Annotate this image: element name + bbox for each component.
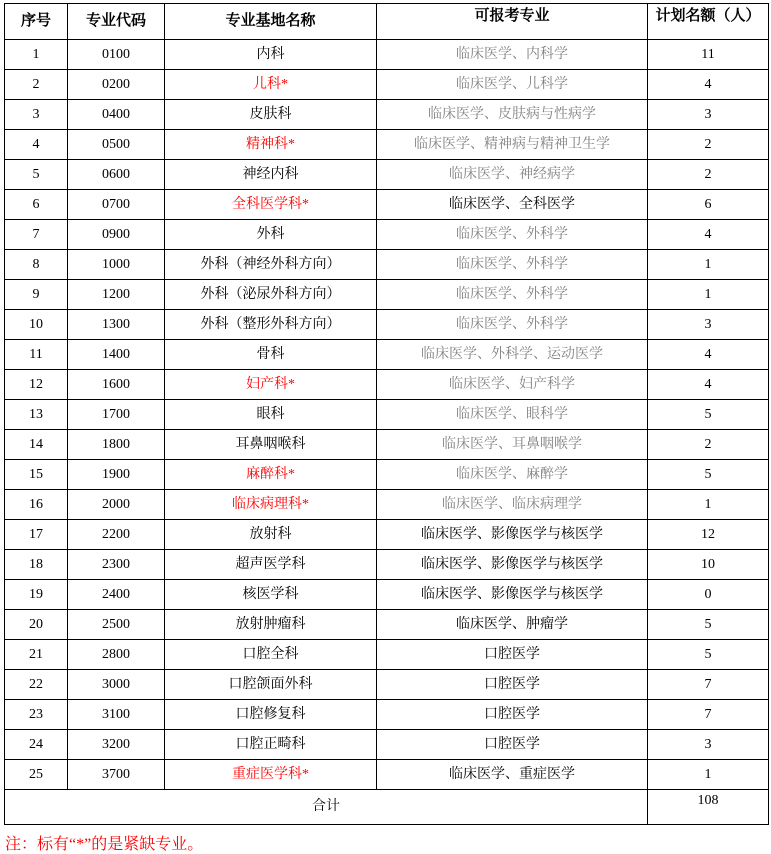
- table-row: [5, 100, 769, 130]
- cell-quota: 4: [648, 370, 769, 400]
- total-value-cell: 108: [648, 790, 769, 825]
- cell-code: 0500: [68, 130, 165, 160]
- cell-code: 3200: [68, 730, 165, 760]
- cell-quota: 3: [648, 730, 769, 760]
- cell-eligible-majors: 临床医学、临床病理学: [377, 490, 648, 520]
- cell-quota: 2: [648, 130, 769, 160]
- table-row: [5, 520, 769, 550]
- cell-eligible-majors: 口腔医学: [377, 670, 648, 700]
- cell-code: 1000: [68, 250, 165, 280]
- footnote: 注：标有“*”的是紧缺专业。: [5, 836, 204, 853]
- cell-index: 6: [5, 190, 68, 220]
- cell-base-name: 放射肿瘤科: [165, 610, 377, 640]
- cell-eligible-majors: 临床医学、麻醉学: [377, 460, 648, 490]
- cell-index: 22: [5, 670, 68, 700]
- cell-index: 9: [5, 280, 68, 310]
- cell-eligible-majors: 临床医学、全科医学: [377, 190, 648, 220]
- cell-eligible-majors: 临床医学、重症医学: [377, 760, 648, 790]
- cell-eligible-majors: 口腔医学: [377, 730, 648, 760]
- cell-quota: 2: [648, 430, 769, 460]
- cell-index: 2: [5, 70, 68, 100]
- cell-code: 1400: [68, 340, 165, 370]
- cell-quota: 1: [648, 280, 769, 310]
- cell-quota: 1: [648, 250, 769, 280]
- cell-code: 0200: [68, 70, 165, 100]
- table-row: [5, 490, 769, 520]
- cell-code: 1900: [68, 460, 165, 490]
- header-base-name: 专业基地名称: [165, 4, 377, 40]
- cell-eligible-majors: 临床医学、耳鼻咽喉学: [377, 430, 648, 460]
- cell-base-name: 耳鼻咽喉科: [165, 430, 377, 460]
- header-row: [5, 4, 769, 40]
- cell-code: 1800: [68, 430, 165, 460]
- cell-index: 1: [5, 40, 68, 70]
- cell-code: 1300: [68, 310, 165, 340]
- cell-code: 2500: [68, 610, 165, 640]
- cell-quota: 4: [648, 220, 769, 250]
- cell-code: 2200: [68, 520, 165, 550]
- table-row: [5, 400, 769, 430]
- cell-index: 23: [5, 700, 68, 730]
- table-body: [5, 40, 769, 790]
- table-row: [5, 580, 769, 610]
- cell-base-name: 精神科*: [165, 130, 377, 160]
- cell-index: 10: [5, 310, 68, 340]
- cell-eligible-majors: 临床医学、精神病与精神卫生学: [377, 130, 648, 160]
- table-row: [5, 250, 769, 280]
- cell-eligible-majors: 临床医学、外科学、运动医学: [377, 340, 648, 370]
- table-row: [5, 340, 769, 370]
- table-row: [5, 310, 769, 340]
- table-row: [5, 130, 769, 160]
- cell-eligible-majors: 临床医学、神经病学: [377, 160, 648, 190]
- table-row: [5, 640, 769, 670]
- cell-index: 14: [5, 430, 68, 460]
- cell-eligible-majors: 临床医学、皮肤病与性病学: [377, 100, 648, 130]
- cell-base-name: 骨科: [165, 340, 377, 370]
- cell-eligible-majors: 临床医学、肿瘤学: [377, 610, 648, 640]
- cell-eligible-majors: 临床医学、影像医学与核医学: [377, 550, 648, 580]
- cell-quota: 10: [648, 550, 769, 580]
- cell-quota: 1: [648, 760, 769, 790]
- table-row: [5, 370, 769, 400]
- cell-base-name: 儿科*: [165, 70, 377, 100]
- cell-quota: 6: [648, 190, 769, 220]
- cell-eligible-majors: 临床医学、眼科学: [377, 400, 648, 430]
- cell-code: 1200: [68, 280, 165, 310]
- cell-code: 2300: [68, 550, 165, 580]
- table-row: [5, 40, 769, 70]
- cell-code: 0600: [68, 160, 165, 190]
- cell-eligible-majors: 口腔医学: [377, 700, 648, 730]
- cell-index: 15: [5, 460, 68, 490]
- cell-code: 3100: [68, 700, 165, 730]
- cell-quota: 4: [648, 70, 769, 100]
- cell-eligible-majors: 口腔医学: [377, 640, 648, 670]
- cell-index: 21: [5, 640, 68, 670]
- cell-base-name: 口腔颌面外科: [165, 670, 377, 700]
- cell-eligible-majors: 临床医学、外科学: [377, 220, 648, 250]
- cell-base-name: 全科医学科*: [165, 190, 377, 220]
- table-row: [5, 160, 769, 190]
- cell-base-name: 核医学科: [165, 580, 377, 610]
- cell-code: 1600: [68, 370, 165, 400]
- total-label-cell: 合计: [5, 790, 648, 825]
- cell-base-name: 妇产科*: [165, 370, 377, 400]
- cell-base-name: 内科: [165, 40, 377, 70]
- enrollment-table: [4, 3, 769, 825]
- cell-base-name: 外科（泌尿外科方向）: [165, 280, 377, 310]
- cell-base-name: 皮肤科: [165, 100, 377, 130]
- cell-quota: 11: [648, 40, 769, 70]
- cell-index: 19: [5, 580, 68, 610]
- table-row: [5, 220, 769, 250]
- cell-base-name: 口腔全科: [165, 640, 377, 670]
- cell-index: 5: [5, 160, 68, 190]
- cell-eligible-majors: 临床医学、影像医学与核医学: [377, 580, 648, 610]
- cell-code: 1700: [68, 400, 165, 430]
- header-quota: 计划名额（人）: [648, 4, 769, 40]
- cell-base-name: 神经内科: [165, 160, 377, 190]
- cell-quota: 3: [648, 100, 769, 130]
- cell-index: 17: [5, 520, 68, 550]
- cell-code: 0900: [68, 220, 165, 250]
- cell-quota: 7: [648, 700, 769, 730]
- cell-eligible-majors: 临床医学、外科学: [377, 310, 648, 340]
- cell-quota: 2: [648, 160, 769, 190]
- cell-index: 12: [5, 370, 68, 400]
- cell-index: 4: [5, 130, 68, 160]
- cell-eligible-majors: 临床医学、儿科学: [377, 70, 648, 100]
- table-row: [5, 760, 769, 790]
- table-row: [5, 670, 769, 700]
- cell-code: 0100: [68, 40, 165, 70]
- table-row: [5, 700, 769, 730]
- cell-eligible-majors: 临床医学、内科学: [377, 40, 648, 70]
- cell-index: 7: [5, 220, 68, 250]
- cell-eligible-majors: 临床医学、影像医学与核医学: [377, 520, 648, 550]
- cell-eligible-majors: 临床医学、外科学: [377, 250, 648, 280]
- cell-eligible-majors: 临床医学、妇产科学: [377, 370, 648, 400]
- cell-base-name: 外科: [165, 220, 377, 250]
- cell-eligible-majors: 临床医学、外科学: [377, 280, 648, 310]
- cell-index: 11: [5, 340, 68, 370]
- cell-code: 2400: [68, 580, 165, 610]
- table-row: [5, 280, 769, 310]
- cell-index: 3: [5, 100, 68, 130]
- header-code: 专业代码: [68, 4, 165, 40]
- cell-quota: 1: [648, 490, 769, 520]
- table-row: [5, 460, 769, 490]
- cell-base-name: 重症医学科*: [165, 760, 377, 790]
- table-header: [5, 4, 769, 40]
- cell-code: 3700: [68, 760, 165, 790]
- header-eligible-majors: 可报考专业: [377, 4, 648, 40]
- cell-code: 2800: [68, 640, 165, 670]
- table-row: [5, 70, 769, 100]
- cell-quota: 7: [648, 670, 769, 700]
- cell-base-name: 麻醉科*: [165, 460, 377, 490]
- cell-quota: 3: [648, 310, 769, 340]
- cell-code: 3000: [68, 670, 165, 700]
- cell-code: 0700: [68, 190, 165, 220]
- cell-base-name: 口腔正畸科: [165, 730, 377, 760]
- cell-quota: 5: [648, 640, 769, 670]
- cell-index: 18: [5, 550, 68, 580]
- cell-base-name: 外科（神经外科方向）: [165, 250, 377, 280]
- cell-base-name: 口腔修复科: [165, 700, 377, 730]
- cell-index: 13: [5, 400, 68, 430]
- cell-base-name: 眼科: [165, 400, 377, 430]
- header-index: 序号: [5, 4, 68, 40]
- total-row: [5, 790, 769, 825]
- cell-quota: 5: [648, 400, 769, 430]
- cell-quota: 0: [648, 580, 769, 610]
- table-row: [5, 190, 769, 220]
- table-row: [5, 730, 769, 760]
- cell-index: 24: [5, 730, 68, 760]
- table-row: [5, 430, 769, 460]
- cell-index: 8: [5, 250, 68, 280]
- cell-base-name: 临床病理科*: [165, 490, 377, 520]
- cell-base-name: 超声医学科: [165, 550, 377, 580]
- cell-index: 25: [5, 760, 68, 790]
- cell-code: 0400: [68, 100, 165, 130]
- cell-code: 2000: [68, 490, 165, 520]
- table-row: [5, 550, 769, 580]
- cell-base-name: 外科（整形外科方向）: [165, 310, 377, 340]
- cell-quota: 5: [648, 460, 769, 490]
- cell-quota: 4: [648, 340, 769, 370]
- cell-base-name: 放射科: [165, 520, 377, 550]
- cell-index: 16: [5, 490, 68, 520]
- cell-quota: 12: [648, 520, 769, 550]
- table-footer: [5, 790, 769, 825]
- cell-quota: 5: [648, 610, 769, 640]
- table-row: [5, 610, 769, 640]
- cell-index: 20: [5, 610, 68, 640]
